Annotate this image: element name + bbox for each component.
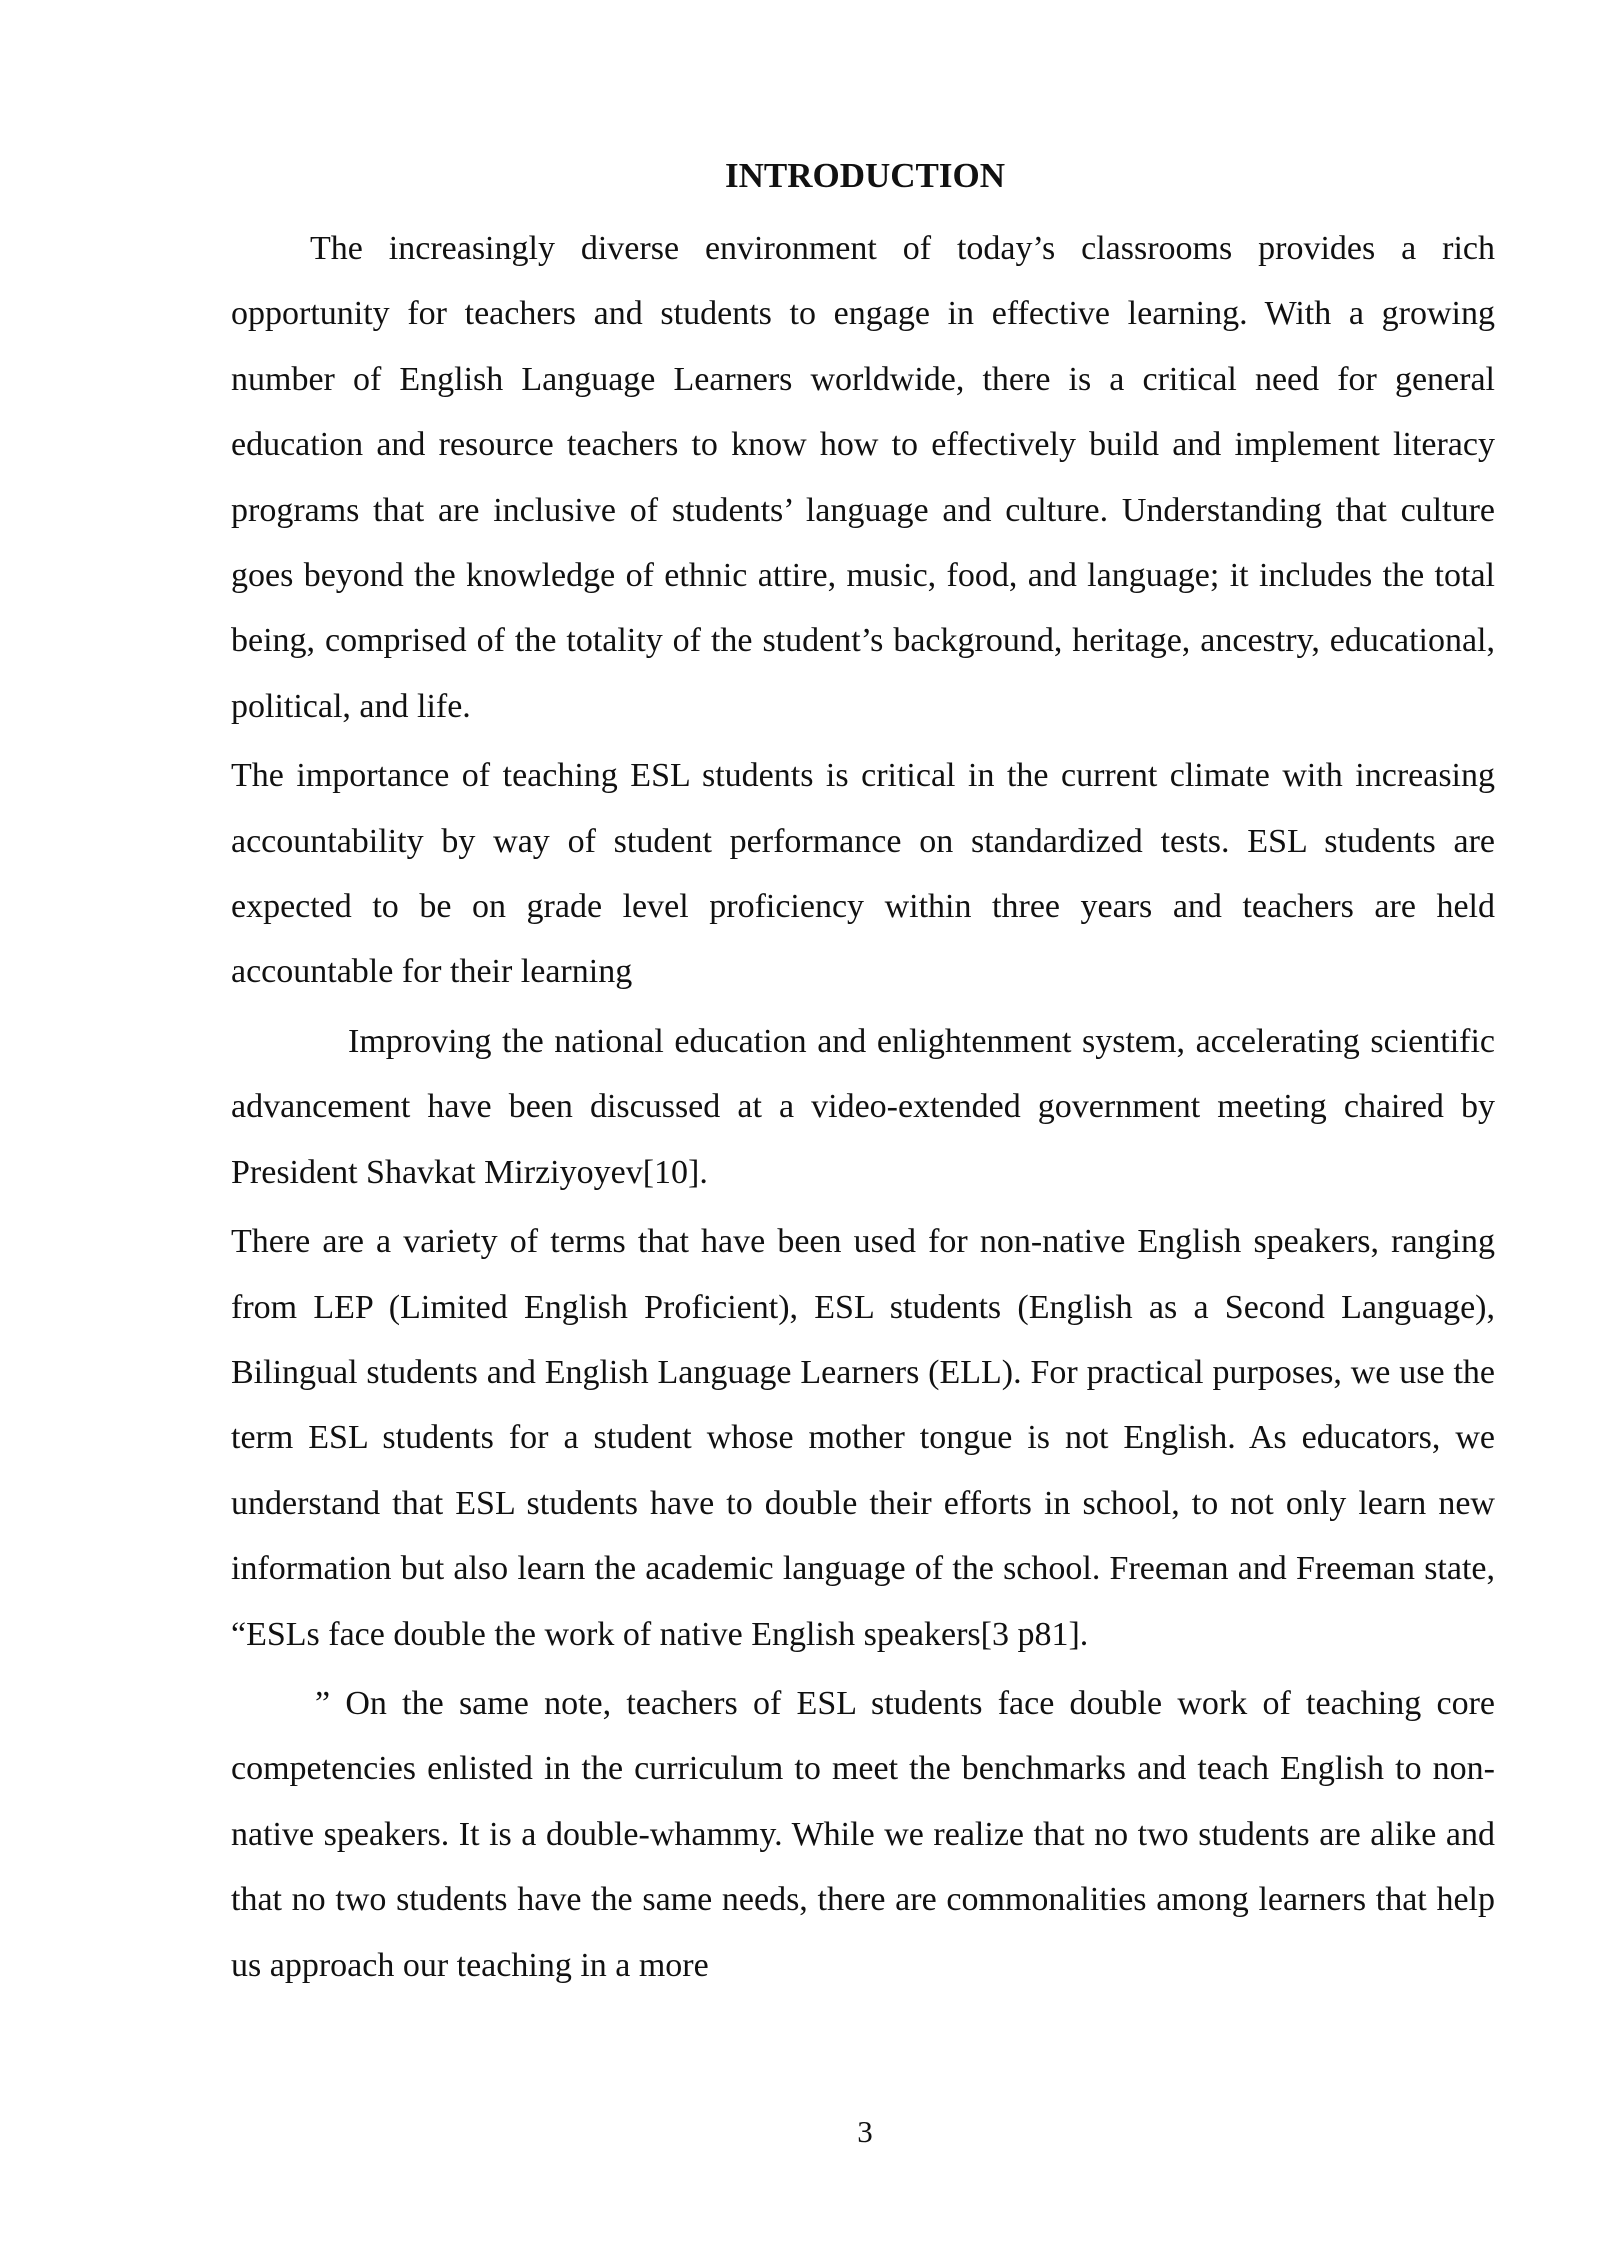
paragraph-3: Improving the national education and enlightenment system, accelerating scientific advancement have been discussed at a video-extended government meeting chaired by President Shavkat Mirziyoyev[10].	[231, 1022, 1495, 1191]
section-heading: INTRODUCTION	[724, 156, 1006, 195]
page-number: 3	[857, 2114, 873, 2149]
body-text	[231, 216, 1495, 2002]
paragraph-2: The importance of teaching ESL students is critical in the current climate with increasing accountability by way of student performance on standardized tests. ESL students are expected to be on grade level proficiency within three years and teachers are held accountable for their learning	[231, 757, 1495, 991]
paragraph-5: ” On the same note, teachers of ESL students face double work of teaching core competencies enlisted in the curriculum to meet the benchmarks and teach English to non-native speakers. It is a double-whammy. While we realize that no two students are alike and that no two students have the same needs, there are commonalities among learners that help us approach our teaching in a more	[231, 1684, 1495, 1984]
paragraph-4: There are a variety of terms that have been used for non-native English speakers, ranging from LEP (Limited English Proficient), ESL students (English as a Second Language), Bilingual students and English Language Learners (ELL). For practical purposes, we use the term ESL students for a student whose mother tongue is not English. As educators, we understand that ESL students have to double their efforts in school, to not only learn new information but also learn the academic language of the school. Freeman and Freeman state, “ESLs face double the work of native English speakers[3 p81].	[231, 1223, 1495, 1653]
paragraph-1: The increasingly diverse environment of today’s classrooms provides a rich opportunity for teachers and students to engage in effective learning. With a growing number of English Language Learners worldwide, there is a critical need for general education and resource teachers to know how to effectively build and implement literacy programs that are inclusive of students’ language and culture. Understanding that culture goes beyond the knowledge of ethnic attire, music, food, and language; it includes the total being, comprised of the totality of the student’s background, heritage, ancestry, educational, political, and life.	[231, 230, 1495, 725]
